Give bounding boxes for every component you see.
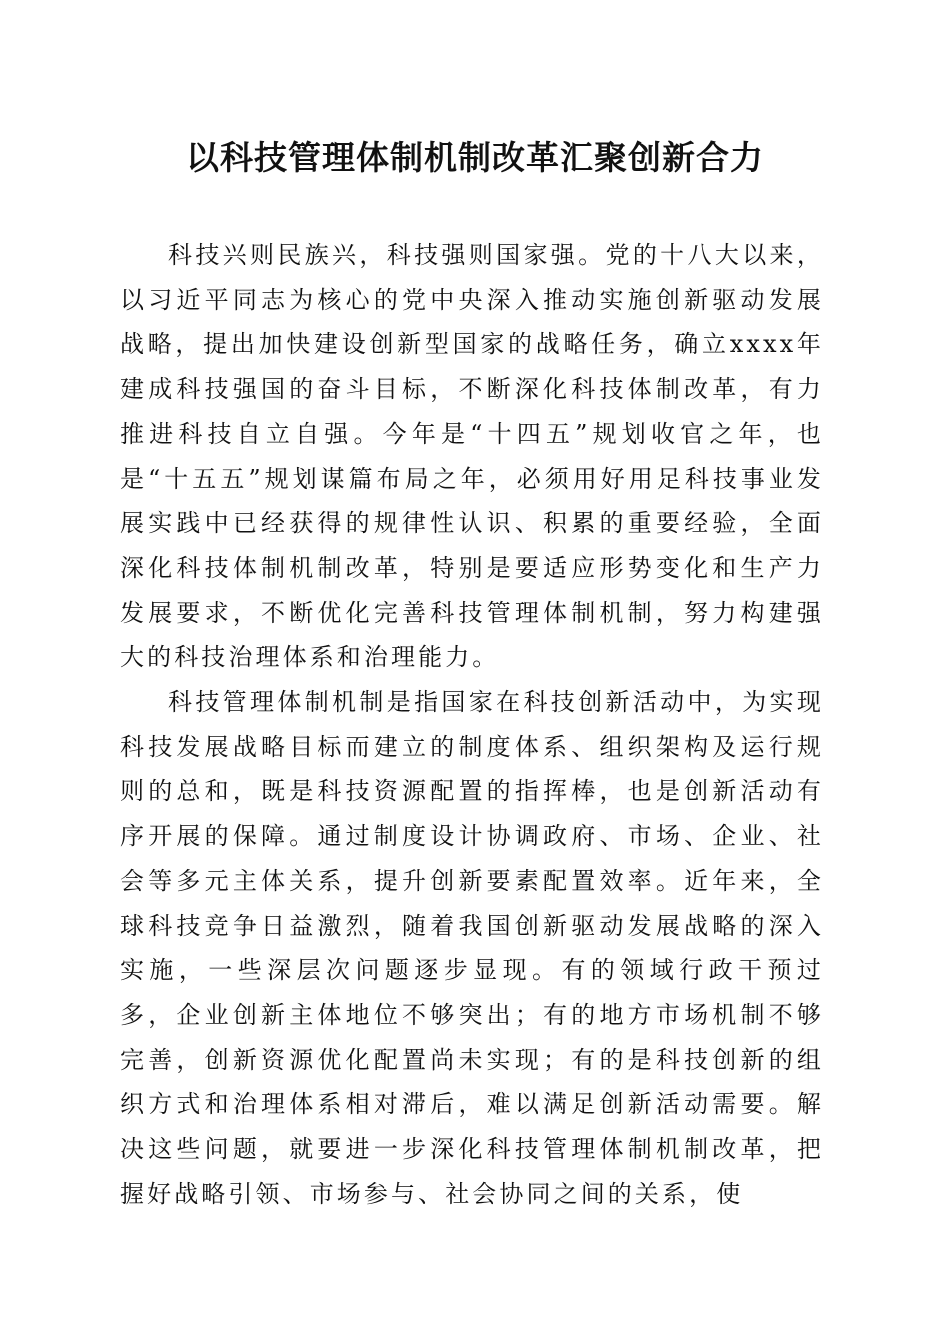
document-body <box>120 233 824 1216</box>
paragraph-2: 科技管理体制机制是指国家在科技创新活动中，为实现科技发展战略目标而建立的制度体系、组织架构及运行规则的总和，既是科技资源配置的指挥棒，也是创新活动有序开展的保障。通过制度设计协调政府、市场、企业、社会等多元主体关系，提升创新要素配置效率。近年来，全球科技竞争日益激烈，随着我国创新驱动发展战略的深入实施，一些深层次问题逐步显现。有的领域行政干预过多，企业创新主体地位不够突出；有的地方市场机制不够完善，创新资源优化配置尚未实现；有的是科技创新的组织方式和治理体系相对滞后，难以满足创新活动需要。解决这些问题，就要进一步深化科技管理体制机制改革，把握好战略引领、市场参与、社会协同之间的关系，使 <box>120 688 824 1208</box>
paragraph-1: 科技兴则民族兴，科技强则国家强。党的十八大以来，以习近平同志为核心的党中央深入推动实施创新驱动发展战略，提出加快建设创新型国家的战略任务，确立xxxx年建成科技强国的奋斗目标，不断深化科技体制改革，有力推进科技自立自强。今年是“十四五”规划收官之年，也是“十五五”规划谋篇布局之年，必须用好用足科技事业发展实践中已经获得的规律性认识、积累的重要经验，全面深化科技体制机制改革，特别是要适应形势变化和生产力发展要求，不断优化完善科技管理体制机制，努力构建强大的科技治理体系和治理能力。 <box>120 241 824 672</box>
document-title: 以科技管理体制机制改革汇聚创新合力 <box>186 138 764 177</box>
